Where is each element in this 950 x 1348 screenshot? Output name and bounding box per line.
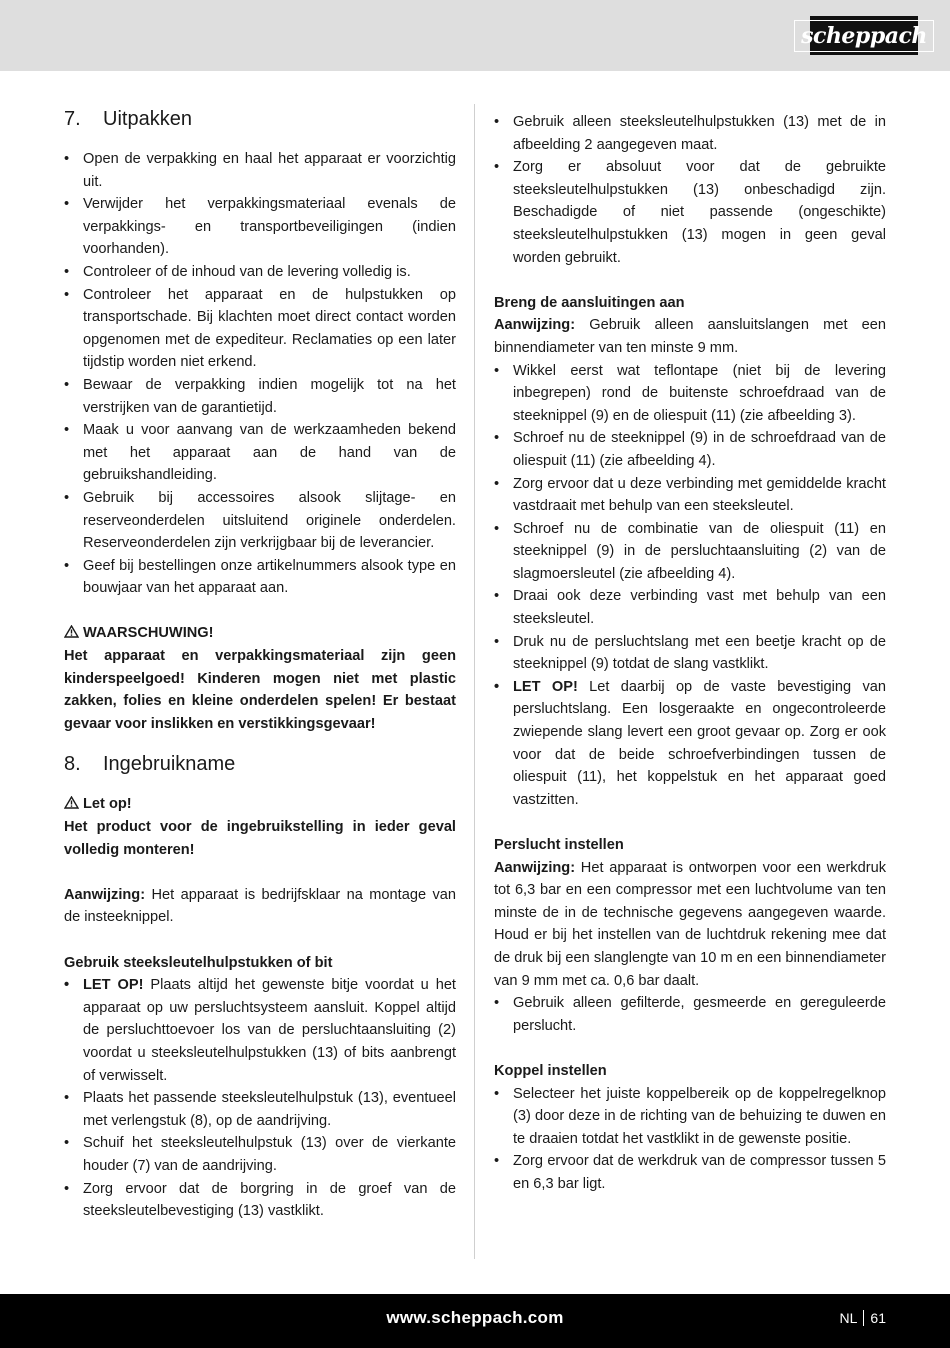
bits-list [64, 974, 456, 1223]
list-item: • Schuif het steeksleutelhulpstuk (13) over de vierkante houder (7) van de aandrijving. [64, 1135, 456, 1174]
warning-triangle-icon [64, 625, 79, 638]
column-divider [474, 104, 475, 1259]
list-item: • Maak u voor aanvang van de werkzaamheden bekend met het apparaat aan de hand van de gebruikshandleiding. [64, 422, 456, 484]
list-item: • Bewaar de verpakking indien mogelijk tot na het verstrijken van de garantietijd. [64, 376, 456, 416]
list-item: • Verwijder het verpakkingsmateriaal evenals de verpakkings- en transportbeveiligingen (indien voorhanden). [64, 196, 456, 258]
list-item: • Controleer of de inhoud van de levering volledig is. [64, 263, 411, 280]
section-8-heading: 8. Ingebruikname [64, 753, 236, 776]
list-item: • Plaats het passende steeksleutelhulpstuk (13), eventueel met verlengstuk (8), op de aandrijving. [64, 1090, 456, 1129]
list-item: • Open de verpakking en haal het apparaat er voorzichtig uit. [64, 151, 456, 190]
list-item: • Geef bij bestellingen onze artikelnummers alsook type en bouwjaar van het apparaat aan. [64, 557, 456, 597]
list-item: • Zorg ervoor dat u deze verbinding met gemiddelde kracht vastdraait met behulp van een steeksleutel. [494, 475, 886, 515]
list-item: • Selecteer het juiste koppelbereik op de koppelregelknop (3) door deze in de richting van de behuizing te duwen en te draaien totdat het vastklikt in de gewenste positie. [494, 1085, 886, 1147]
air-heading: Perslucht instellen [494, 837, 624, 853]
website-link[interactable]: www.scheppach.com [386, 1308, 564, 1327]
bits-continued-list [494, 111, 886, 269]
note-paragraph: Aanwijzing: Gebruik alleen aansluitslangen met een binnendiameter van ten minste 9 mm. [494, 317, 886, 356]
unpacking-list [64, 148, 456, 600]
caution-title: Let op! [64, 793, 456, 816]
note-paragraph: Aanwijzing: Het apparaat is bedrijfsklaar na montage van de insteeknippel. [64, 886, 456, 926]
list-item: • Zorg ervoor dat de borgring in de groef van de steeksleutelbevestiging (13) vastklikt. [64, 1180, 456, 1220]
left-column [64, 104, 456, 1223]
list-item: • Gebruik bij accessoires alsook slijtage- en reserveonderdelen uitsluitend originele onderdelen. Reserveonderdelen zijn verkrijgbaar bij de leverancier. [64, 489, 456, 552]
warning-title: WAARSCHUWING! [64, 622, 456, 645]
list-item: • LET OP! Let daarbij op de vaste bevestiging van persluchtslang. Een losgeraakte en ongecontroleerde zwiepende slang levert een groot gevaar op. Zorg er ook voor dat de beide schroefverbindingen tussen de oliespuit (11), het koppelstuk en het apparaat goed vastzitten. [494, 678, 886, 808]
caution-text: Het product voor de ingebruikstelling in ieder geval volledig monteren! [64, 819, 456, 858]
note-paragraph: Aanwijzing: Het apparaat is ontworpen voor een werkdruk tot 6,3 bar en een compressor met een luchtvolume van ten minste de in de technische gegevens aangegeven waarde. Houd er bij het instellen van de luchtdruk rekening mee dat de druk bij een slanglengte van 10 m en een binnendiameter van 9 mm met ca. 0,6 bar daalt. [494, 859, 886, 989]
footer-bar [0, 1294, 950, 1348]
section-7-heading: 7. Uitpakken [64, 108, 192, 130]
list-item: • Wikkel eerst wat teflontape (niet bij de levering inbegrepen) rond de buitenste schroefdraad van de steeknippel (9) en de oliespuit (11) (zie afbeelding 3). [494, 362, 886, 424]
page-indicator [840, 1310, 886, 1326]
torque-heading: Koppel instellen [494, 1062, 607, 1079]
connections-heading: Breng de aansluitingen aan [494, 294, 685, 311]
list-item: • Druk nu de persluchtslang met een beetje kracht op de steeknippel (9) totdat de slang vastklikt. [494, 633, 886, 673]
warning-text: Het apparaat en verpakkingsmateriaal zijn geen kinderspeelgoed! Kinderen mogen niet met plastic zakken, folies en kleine onderdelen spelen! Er bestaat gevaar voor inslikken en verstikkingsgevaar! [64, 648, 456, 732]
bits-heading: Gebruik steeksleutelhulpstukken of bit [64, 954, 333, 971]
list-item: • Controleer het apparaat en de hulpstukken op transportschade. Bij klachten moet direct contact worden opgenomen met de expediteur. Reclamaties op een later tijdstip worden niet erkend. [64, 286, 456, 371]
torque-list [494, 1083, 886, 1196]
list-item: • Zorg ervoor dat de werkdruk van de compressor tussen 5 en 6,3 bar ligt. [494, 1153, 886, 1192]
language-code: NL [839, 1310, 858, 1326]
header-bar [0, 0, 950, 71]
separator [863, 1310, 864, 1326]
list-item: • Schroef nu de combinatie van de oliespuit (11) en steeknippel (9) in de persluchtaansluiting (2) van de slagmoersleutel (zie afbeelding 4). [494, 520, 886, 582]
air-list [494, 992, 886, 1037]
brand-logo: scheppach [810, 16, 918, 55]
list-item: • Zorg er absoluut voor dat de gebruikte steeksleutelhulpstukken (13) onbeschadigd zijn. Beschadigde of niet passende (ongeschikte) steeksleutelhulpstukken (13) mogen in geen geval worden gebruikt. [494, 159, 886, 266]
page-number: 61 [870, 1310, 886, 1326]
connections-list [494, 360, 886, 812]
list-item: • Gebruik alleen steeksleutelhulpstukken (13) met de in afbeelding 2 aangegeven maat. [494, 114, 886, 153]
list-item: • Gebruik alleen gefilterde, gesmeerde en gereguleerde perslucht. [494, 995, 886, 1034]
list-item: • LET OP! Plaats altijd het gewenste bitje voordat u het apparaat op uw persluchtsysteem aansluit. Koppel altijd de persluchttoevoer los van de persluchtaansluiting (2) voordat u steeksleutelhulpstukken (13) of bits aanbrengt of verwisselt. [64, 977, 456, 1084]
list-item: • Schroef nu de steeknippel (9) in de schroefdraad van de oliespuit (11) (zie afbeelding 4). [494, 430, 886, 469]
right-column [494, 111, 886, 1196]
warning-triangle-icon [64, 796, 79, 809]
list-item: • Draai ook deze verbinding vast met behulp van een steeksleutel. [494, 588, 886, 628]
